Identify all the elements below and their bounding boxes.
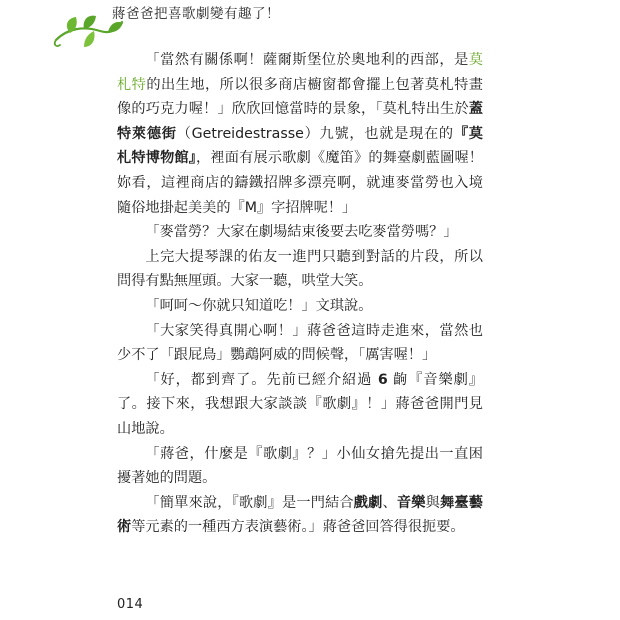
paragraph	[117, 319, 483, 368]
bold-term: 蓋特萊德街	[117, 101, 483, 142]
text-run: 「當然有關係啊！薩爾斯堡位於奧地利的西部，是	[145, 52, 469, 68]
paragraph	[117, 294, 483, 319]
bold-term: 『莫札特博物館』	[117, 125, 483, 167]
bold-term: 舞臺藝術	[117, 494, 483, 536]
body-text	[117, 48, 483, 540]
text-run: 「簡單來說，『歌劇』是一門結合	[145, 494, 354, 511]
text-run: 「麥當勞？大家在劇場結束後要去吃麥當勞嗎？」	[145, 224, 458, 241]
bold-term: 6	[377, 371, 388, 388]
text-run: （Getreidestrasse）九號，也就是現在的	[176, 125, 454, 142]
paragraph	[117, 442, 483, 491]
text-run: 上完大提琴課的佑友一進門只聽到對話的片段，所以問得有點無厘頭。大家一聽，哄堂大笑。	[117, 248, 483, 290]
text-run: 與	[425, 494, 441, 511]
chapter-title: 蔣爸爸把喜歌劇變有趣了！	[112, 6, 280, 22]
text-run: 、	[382, 494, 397, 511]
text-run: 「呵呵～你就只知道吃！」文琪說。	[145, 297, 373, 314]
page-number: 014	[117, 597, 144, 612]
bold-term: 音樂	[396, 494, 426, 511]
text-run: 的出生地，所以很多商店櫥窗都會擺上包著莫札特畫像的巧克力喔！」欣欣回憶當時的景象，「莫札特出生於	[117, 76, 483, 118]
paragraph	[117, 48, 483, 220]
text-run: 「好，都到齊了。先前已經介紹過	[145, 371, 378, 388]
paragraph	[117, 368, 483, 442]
text-run: 齣『音樂劇』了。接下來，我想跟大家談談『歌劇』！」蔣爸爸開門見山地說。	[117, 371, 484, 437]
highlight-term: 莫札特	[117, 52, 483, 93]
paragraph	[117, 220, 483, 245]
text-run: 「蔣爸，什麼是『歌劇』？」小仙女搶先提出一直困擾著她的問題。	[117, 445, 483, 487]
text-run: 等元素的一種西方表演藝術。」蔣爸爸回答得很扼要。	[131, 519, 465, 536]
paragraph	[117, 491, 483, 540]
paragraph	[117, 245, 483, 294]
text-run: ，裡面有展示歌劇《魔笛》的舞臺劇藍圖喔！妳看，這裡商店的鑄鐵招牌多漂亮啊，就連麥當勞也入境隨俗地掛起美美的『M』字招牌呢！」	[117, 150, 483, 216]
bold-term: 戲劇	[353, 494, 383, 511]
text-run: 「大家笑得真開心啊！」蔣爸爸這時走進來，當然也少不了「跟屁鳥」鸚鵡阿威的問候聲，「厲害喔！」	[117, 322, 483, 364]
